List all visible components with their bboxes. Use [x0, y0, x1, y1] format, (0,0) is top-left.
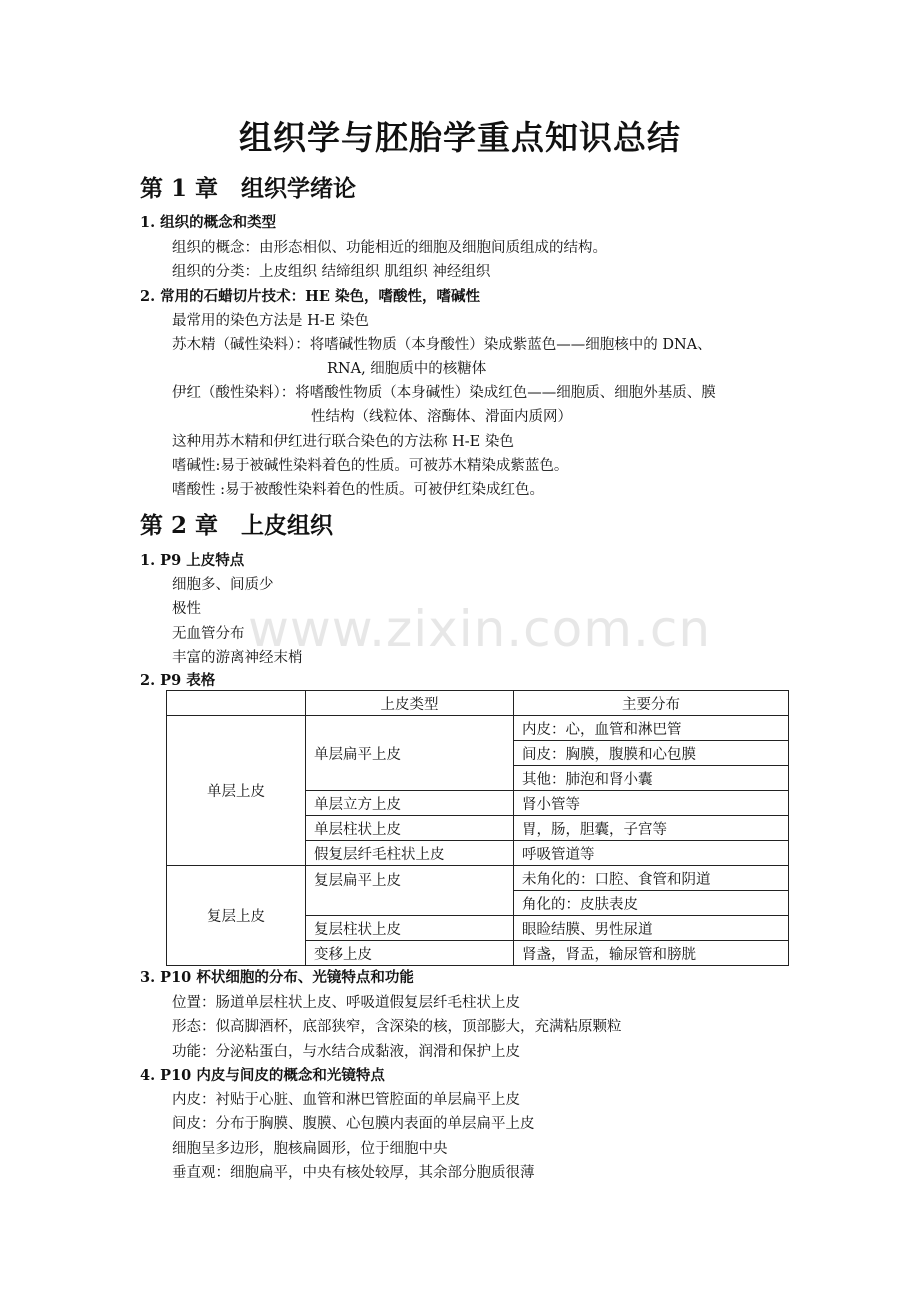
text-line: 组织的概念：由形态相似、功能相近的细胞及细胞间质组成的结构。	[172, 240, 607, 256]
table-cell-distribution: 内皮：心，血管和淋巴管	[514, 716, 789, 741]
section-1-2-heading: 2. 常用的石蜡切片技术：HE 染色，嗜酸性，嗜碱性	[140, 288, 480, 305]
section-1-1-heading: 1. 组织的概念和类型	[140, 214, 277, 231]
table-cell-type: 单层柱状上皮	[306, 816, 514, 841]
text-line: 形态：似高脚酒杯，底部狭窄，含深染的核，顶部膨大，充满粘原颗粒	[172, 1019, 622, 1035]
table-header-cell: 主要分布	[514, 691, 789, 716]
table-cell-distribution: 间皮：胸膜，腹膜和心包膜	[514, 741, 789, 766]
text-line: 丰富的游离神经末梢	[172, 650, 303, 666]
table-row	[167, 716, 789, 741]
text-line: 细胞多、间质少	[172, 577, 274, 593]
chapter-1-heading: 第 1 章 组织学绪论	[140, 175, 357, 202]
section-2-4-heading: 4. P10 内皮与间皮的概念和光镜特点	[140, 1067, 385, 1084]
table-cell-distribution: 其他：肺泡和肾小囊	[514, 766, 789, 791]
table-cell-distribution: 未角化的：口腔、食管和阴道	[514, 866, 789, 891]
text-line: 内皮：衬贴于心脏、血管和淋巴管腔面的单层扁平上皮	[172, 1092, 520, 1108]
watermark: www.zixin.com.cn	[248, 600, 712, 658]
table-cell-distribution: 胃，肠，胆囊，子宫等	[514, 816, 789, 841]
text-line: 苏木精（碱性染料）：将嗜碱性物质（本身酸性）染成紫蓝色——细胞核中的 DNA、	[172, 337, 712, 353]
epithelium-table	[166, 690, 789, 966]
document-title: 组织学与胚胎学重点知识总结	[239, 118, 681, 157]
table-cell-type: 变移上皮	[306, 941, 514, 966]
table-cell-type: 单层立方上皮	[306, 791, 514, 816]
text-line: RNA, 细胞质中的核糖体	[327, 361, 487, 377]
text-line: 极性	[172, 601, 201, 617]
text-line: 组织的分类：上皮组织 结缔组织 肌组织 神经组织	[172, 264, 491, 280]
text-line: 垂直观：细胞扁平，中央有核处较厚，其余部分胞质很薄	[172, 1165, 535, 1181]
text-line: 细胞呈多边形，胞核扁圆形，位于细胞中央	[172, 1141, 448, 1157]
table-cell-type: 复层扁平上皮	[306, 866, 514, 916]
table-cell-distribution: 肾盏，肾盂，输尿管和膀胱	[514, 941, 789, 966]
table-cell-group: 单层上皮	[167, 716, 306, 866]
text-line: 性结构（线粒体、溶酶体、滑面内质网）	[311, 409, 572, 425]
text-line: 位置：肠道单层柱状上皮、呼吸道假复层纤毛柱状上皮	[172, 995, 520, 1011]
chapter-2-heading: 第 2 章 上皮组织	[140, 512, 334, 539]
text-line: 无血管分布	[172, 626, 245, 642]
text-line: 这种用苏木精和伊红进行联合染色的方法称 H-E 染色	[172, 434, 514, 450]
table-row	[167, 866, 789, 891]
table-header-row	[167, 691, 789, 716]
table-cell-distribution: 肾小管等	[514, 791, 789, 816]
table-cell-group: 复层上皮	[167, 866, 306, 966]
text-line: 嗜碱性:易于被碱性染料着色的性质。可被苏木精染成紫蓝色。	[172, 458, 569, 474]
text-line: 最常用的染色方法是 H-E 染色	[172, 313, 369, 329]
section-2-2-heading: 2. P9 表格	[140, 672, 216, 689]
table-header-cell	[167, 691, 306, 716]
table-cell-type: 单层扁平上皮	[306, 716, 514, 791]
table-cell-distribution: 呼吸管道等	[514, 841, 789, 866]
table-cell-distribution: 角化的：皮肤表皮	[514, 891, 789, 916]
table-cell-type: 复层柱状上皮	[306, 916, 514, 941]
text-line: 间皮：分布于胸膜、腹膜、心包膜内表面的单层扁平上皮	[172, 1116, 535, 1132]
text-line: 功能：分泌粘蛋白，与水结合成黏液，润滑和保护上皮	[172, 1044, 520, 1060]
text-line: 嗜酸性 :易于被酸性染料着色的性质。可被伊红染成红色。	[172, 482, 544, 498]
table-cell-type: 假复层纤毛柱状上皮	[306, 841, 514, 866]
section-2-1-heading: 1. P9 上皮特点	[140, 552, 245, 569]
table-header-cell: 上皮类型	[306, 691, 514, 716]
text-line: 伊红（酸性染料）：将嗜酸性物质（本身碱性）染成红色——细胞质、细胞外基质、膜	[172, 385, 716, 401]
table-cell-distribution: 眼睑结膜、男性尿道	[514, 916, 789, 941]
section-2-3-heading: 3. P10 杯状细胞的分布、光镜特点和功能	[140, 969, 414, 986]
